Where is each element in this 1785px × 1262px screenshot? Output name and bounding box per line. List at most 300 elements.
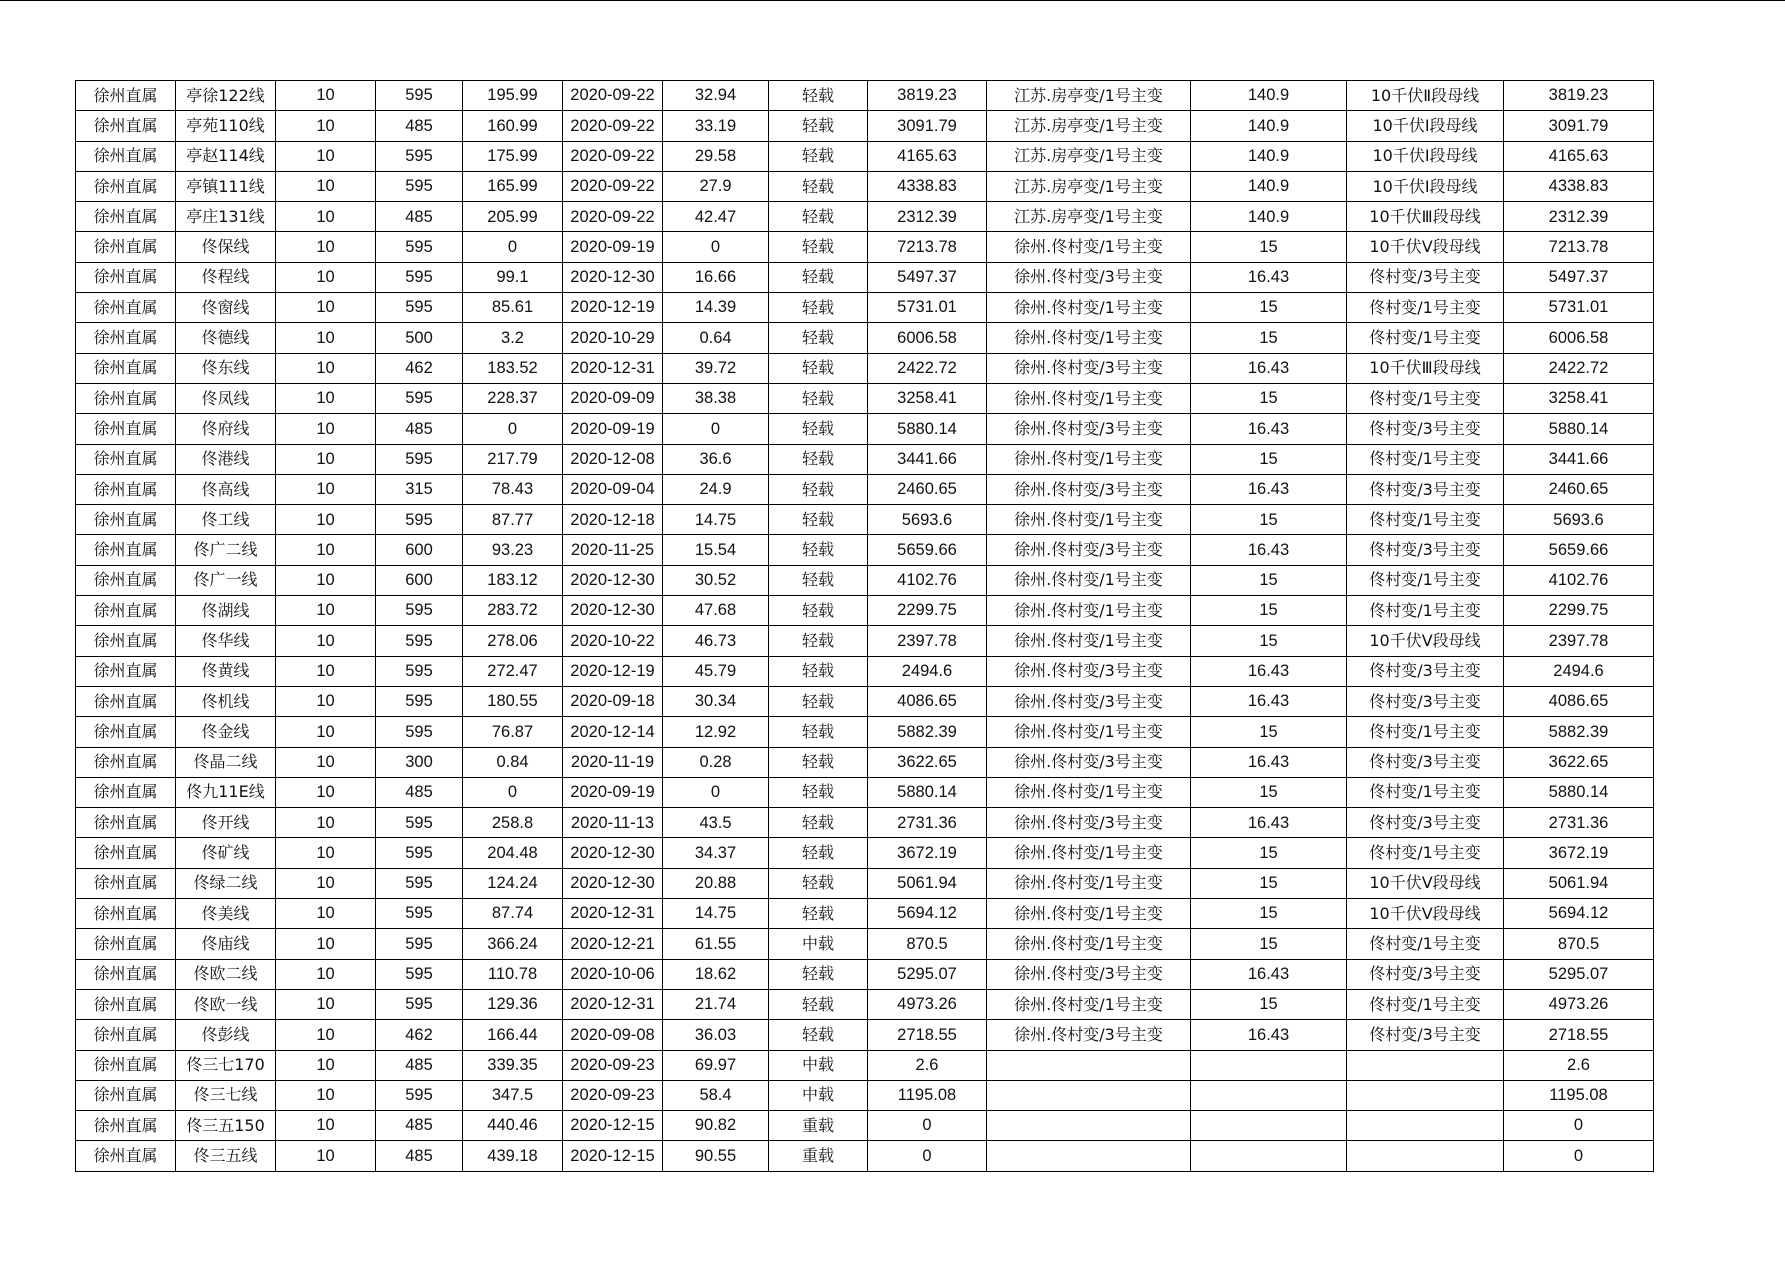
- cell-date: 2020-12-31: [563, 989, 663, 1019]
- cell-date: 2020-12-30: [563, 565, 663, 595]
- table-row: [76, 1080, 1654, 1110]
- cell-voltage: 10: [276, 626, 376, 656]
- cell-current: 129.36: [463, 989, 563, 1019]
- cell-date: 2020-09-23: [563, 1050, 663, 1080]
- cell-date: 2020-09-22: [563, 81, 663, 111]
- cell-margin: 3672.19: [868, 838, 987, 868]
- cell-rating: 595: [376, 989, 463, 1019]
- cell-transformer_value: 15: [1191, 444, 1347, 474]
- cell-status: 轻载: [769, 777, 868, 807]
- cell-voltage: 10: [276, 262, 376, 292]
- cell-busbar: 佟村变/3号主变: [1347, 808, 1504, 838]
- cell-voltage: 10: [276, 565, 376, 595]
- cell-date: 2020-12-31: [563, 899, 663, 929]
- cell-transformer: [987, 1080, 1191, 1110]
- cell-transformer: 徐州.佟村变/1号主变: [987, 293, 1191, 323]
- cell-date: 2020-09-23: [563, 1080, 663, 1110]
- cell-status: 轻载: [769, 81, 868, 111]
- cell-margin: 3441.66: [868, 444, 987, 474]
- cell-busbar: 10千伏Ⅱ段母线: [1347, 81, 1504, 111]
- cell-rating: 595: [376, 686, 463, 716]
- cell-capacity: 5295.07: [1504, 959, 1654, 989]
- cell-margin: 5880.14: [868, 414, 987, 444]
- cell-voltage: 10: [276, 141, 376, 171]
- cell-load_rate: 43.5: [663, 808, 769, 838]
- cell-date: 2020-12-21: [563, 929, 663, 959]
- cell-date: 2020-09-19: [563, 777, 663, 807]
- cell-date: 2020-12-08: [563, 444, 663, 474]
- table-row: [76, 959, 1654, 989]
- cell-line: 亭镇111线: [176, 171, 276, 201]
- cell-date: 2020-09-08: [563, 1020, 663, 1050]
- table-row: [76, 202, 1654, 232]
- table-row: [76, 232, 1654, 262]
- table-row: [76, 989, 1654, 1019]
- cell-unit: 徐州直属: [76, 202, 176, 232]
- cell-load_rate: 14.75: [663, 899, 769, 929]
- cell-transformer_value: 15: [1191, 383, 1347, 413]
- cell-unit: 徐州直属: [76, 171, 176, 201]
- cell-current: 175.99: [463, 141, 563, 171]
- cell-transformer: 徐州.佟村变/3号主变: [987, 747, 1191, 777]
- cell-capacity: 0: [1504, 1111, 1654, 1141]
- cell-date: 2020-10-22: [563, 626, 663, 656]
- cell-transformer: [987, 1141, 1191, 1171]
- cell-current: 165.99: [463, 171, 563, 201]
- cell-status: 轻载: [769, 686, 868, 716]
- cell-unit: 徐州直属: [76, 1080, 176, 1110]
- cell-line: 佟华线: [176, 626, 276, 656]
- cell-voltage: 10: [276, 202, 376, 232]
- cell-line: 佟三七170: [176, 1050, 276, 1080]
- cell-transformer: 江苏.房亭变/1号主变: [987, 81, 1191, 111]
- cell-load_rate: 69.97: [663, 1050, 769, 1080]
- cell-load_rate: 21.74: [663, 989, 769, 1019]
- cell-line: 佟三五线: [176, 1141, 276, 1171]
- cell-rating: 485: [376, 1050, 463, 1080]
- cell-capacity: 5880.14: [1504, 414, 1654, 444]
- cell-status: 轻载: [769, 535, 868, 565]
- cell-current: 0: [463, 232, 563, 262]
- cell-transformer_value: [1191, 1141, 1347, 1171]
- cell-line: 佟绿二线: [176, 868, 276, 898]
- cell-status: 轻载: [769, 444, 868, 474]
- feeder-load-table: [75, 80, 1654, 1172]
- cell-margin: 2.6: [868, 1050, 987, 1080]
- cell-voltage: 10: [276, 899, 376, 929]
- cell-voltage: 10: [276, 232, 376, 262]
- cell-voltage: 10: [276, 353, 376, 383]
- cell-unit: 徐州直属: [76, 444, 176, 474]
- cell-transformer: 徐州.佟村变/3号主变: [987, 686, 1191, 716]
- cell-busbar: 佟村变/1号主变: [1347, 838, 1504, 868]
- cell-unit: 徐州直属: [76, 232, 176, 262]
- cell-line: 佟三五150: [176, 1111, 276, 1141]
- cell-rating: 462: [376, 353, 463, 383]
- cell-busbar: 佟村变/3号主变: [1347, 686, 1504, 716]
- cell-margin: 3258.41: [868, 383, 987, 413]
- cell-margin: 6006.58: [868, 323, 987, 353]
- cell-rating: 595: [376, 171, 463, 201]
- cell-status: 轻载: [769, 111, 868, 141]
- cell-transformer_value: [1191, 1080, 1347, 1110]
- cell-current: 110.78: [463, 959, 563, 989]
- cell-voltage: 10: [276, 838, 376, 868]
- cell-status: 轻载: [769, 989, 868, 1019]
- cell-transformer_value: 140.9: [1191, 111, 1347, 141]
- cell-rating: 595: [376, 141, 463, 171]
- cell-unit: 徐州直属: [76, 565, 176, 595]
- cell-unit: 徐州直属: [76, 323, 176, 353]
- cell-capacity: 5693.6: [1504, 505, 1654, 535]
- cell-load_rate: 38.38: [663, 383, 769, 413]
- cell-load_rate: 61.55: [663, 929, 769, 959]
- cell-line: 佟机线: [176, 686, 276, 716]
- cell-margin: 4338.83: [868, 171, 987, 201]
- cell-transformer: 徐州.佟村变/1号主变: [987, 626, 1191, 656]
- cell-status: 轻载: [769, 717, 868, 747]
- table-row: [76, 383, 1654, 413]
- cell-status: 重载: [769, 1111, 868, 1141]
- cell-busbar: 佟村变/3号主变: [1347, 959, 1504, 989]
- table-row: [76, 323, 1654, 353]
- cell-busbar: 佟村变/1号主变: [1347, 505, 1504, 535]
- cell-current: 440.46: [463, 1111, 563, 1141]
- table-row: [76, 1050, 1654, 1080]
- cell-busbar: 10千伏Ⅲ段母线: [1347, 353, 1504, 383]
- cell-capacity: 5731.01: [1504, 293, 1654, 323]
- cell-load_rate: 36.03: [663, 1020, 769, 1050]
- cell-transformer_value: 16.43: [1191, 959, 1347, 989]
- cell-status: 中载: [769, 1080, 868, 1110]
- cell-margin: 5880.14: [868, 777, 987, 807]
- cell-margin: 2494.6: [868, 656, 987, 686]
- cell-load_rate: 32.94: [663, 81, 769, 111]
- cell-unit: 徐州直属: [76, 1050, 176, 1080]
- cell-unit: 徐州直属: [76, 656, 176, 686]
- cell-line: 佟工线: [176, 505, 276, 535]
- cell-margin: 4165.63: [868, 141, 987, 171]
- cell-voltage: 10: [276, 686, 376, 716]
- cell-voltage: 10: [276, 323, 376, 353]
- cell-unit: 徐州直属: [76, 505, 176, 535]
- cell-current: 183.12: [463, 565, 563, 595]
- cell-capacity: 5880.14: [1504, 777, 1654, 807]
- cell-capacity: 1195.08: [1504, 1080, 1654, 1110]
- cell-unit: 徐州直属: [76, 1141, 176, 1171]
- cell-capacity: 3258.41: [1504, 383, 1654, 413]
- cell-capacity: 6006.58: [1504, 323, 1654, 353]
- cell-status: 轻载: [769, 565, 868, 595]
- cell-rating: 485: [376, 111, 463, 141]
- cell-line: 佟程线: [176, 262, 276, 292]
- cell-load_rate: 45.79: [663, 656, 769, 686]
- table-row: [76, 81, 1654, 111]
- cell-transformer: 徐州.佟村变/1号主变: [987, 565, 1191, 595]
- cell-current: 278.06: [463, 626, 563, 656]
- cell-line: 佟府线: [176, 414, 276, 444]
- cell-transformer_value: 15: [1191, 232, 1347, 262]
- table-row: [76, 626, 1654, 656]
- cell-transformer: 江苏.房亭变/1号主变: [987, 171, 1191, 201]
- cell-current: 3.2: [463, 323, 563, 353]
- cell-date: 2020-12-31: [563, 353, 663, 383]
- cell-transformer_value: 15: [1191, 293, 1347, 323]
- cell-transformer: 徐州.佟村变/3号主变: [987, 959, 1191, 989]
- cell-unit: 徐州直属: [76, 989, 176, 1019]
- cell-date: 2020-09-22: [563, 171, 663, 201]
- cell-capacity: 2718.55: [1504, 1020, 1654, 1050]
- table-row: [76, 838, 1654, 868]
- cell-capacity: 5061.94: [1504, 868, 1654, 898]
- cell-current: 439.18: [463, 1141, 563, 1171]
- cell-transformer_value: 15: [1191, 989, 1347, 1019]
- cell-busbar: 佟村变/3号主变: [1347, 474, 1504, 504]
- cell-voltage: 10: [276, 293, 376, 323]
- cell-transformer_value: 15: [1191, 626, 1347, 656]
- cell-line: 佟金线: [176, 717, 276, 747]
- cell-voltage: 10: [276, 1141, 376, 1171]
- cell-line: 佟窗线: [176, 293, 276, 323]
- cell-rating: 595: [376, 838, 463, 868]
- cell-current: 204.48: [463, 838, 563, 868]
- cell-line: 亭赵114线: [176, 141, 276, 171]
- cell-rating: 600: [376, 535, 463, 565]
- cell-load_rate: 27.9: [663, 171, 769, 201]
- cell-unit: 徐州直属: [76, 262, 176, 292]
- cell-date: 2020-09-18: [563, 686, 663, 716]
- cell-status: 轻载: [769, 383, 868, 413]
- cell-date: 2020-12-30: [563, 596, 663, 626]
- cell-margin: 3819.23: [868, 81, 987, 111]
- cell-load_rate: 20.88: [663, 868, 769, 898]
- cell-unit: 徐州直属: [76, 474, 176, 504]
- cell-load_rate: 18.62: [663, 959, 769, 989]
- cell-unit: 徐州直属: [76, 293, 176, 323]
- cell-unit: 徐州直属: [76, 111, 176, 141]
- cell-transformer_value: 140.9: [1191, 202, 1347, 232]
- cell-status: 轻载: [769, 171, 868, 201]
- cell-transformer: 江苏.房亭变/1号主变: [987, 141, 1191, 171]
- cell-voltage: 10: [276, 444, 376, 474]
- cell-current: 228.37: [463, 383, 563, 413]
- cell-margin: 5731.01: [868, 293, 987, 323]
- cell-status: 轻载: [769, 899, 868, 929]
- cell-date: 2020-11-25: [563, 535, 663, 565]
- cell-transformer_value: 15: [1191, 505, 1347, 535]
- cell-load_rate: 14.39: [663, 293, 769, 323]
- cell-transformer: 徐州.佟村变/1号主变: [987, 444, 1191, 474]
- cell-unit: 徐州直属: [76, 414, 176, 444]
- table-row: [76, 747, 1654, 777]
- cell-capacity: 2494.6: [1504, 656, 1654, 686]
- cell-load_rate: 14.75: [663, 505, 769, 535]
- cell-voltage: 10: [276, 989, 376, 1019]
- table-row: [76, 505, 1654, 535]
- cell-capacity: 4973.26: [1504, 989, 1654, 1019]
- cell-current: 183.52: [463, 353, 563, 383]
- cell-status: 轻载: [769, 141, 868, 171]
- cell-line: 佟九11E线: [176, 777, 276, 807]
- cell-unit: 徐州直属: [76, 929, 176, 959]
- cell-current: 78.43: [463, 474, 563, 504]
- cell-capacity: 7213.78: [1504, 232, 1654, 262]
- cell-load_rate: 34.37: [663, 838, 769, 868]
- table-row: [76, 777, 1654, 807]
- cell-unit: 徐州直属: [76, 838, 176, 868]
- cell-status: 轻载: [769, 626, 868, 656]
- cell-rating: 595: [376, 262, 463, 292]
- cell-busbar: 佟村变/1号主变: [1347, 323, 1504, 353]
- cell-voltage: 10: [276, 1020, 376, 1050]
- cell-voltage: 10: [276, 868, 376, 898]
- cell-rating: 595: [376, 959, 463, 989]
- cell-rating: 462: [376, 1020, 463, 1050]
- cell-capacity: 3091.79: [1504, 111, 1654, 141]
- cell-unit: 徐州直属: [76, 141, 176, 171]
- table-row: [76, 929, 1654, 959]
- cell-status: 轻载: [769, 353, 868, 383]
- cell-busbar: 佟村变/1号主变: [1347, 777, 1504, 807]
- cell-busbar: 佟村变/3号主变: [1347, 414, 1504, 444]
- cell-rating: 300: [376, 747, 463, 777]
- cell-rating: 595: [376, 626, 463, 656]
- cell-load_rate: 0.64: [663, 323, 769, 353]
- cell-margin: 2397.78: [868, 626, 987, 656]
- table-row: [76, 1020, 1654, 1050]
- cell-transformer: 徐州.佟村变/1号主变: [987, 717, 1191, 747]
- cell-capacity: 4338.83: [1504, 171, 1654, 201]
- cell-line: 佟保线: [176, 232, 276, 262]
- cell-margin: 5693.6: [868, 505, 987, 535]
- cell-line: 亭庄131线: [176, 202, 276, 232]
- cell-current: 205.99: [463, 202, 563, 232]
- cell-rating: 600: [376, 565, 463, 595]
- cell-capacity: 4165.63: [1504, 141, 1654, 171]
- cell-status: 轻载: [769, 414, 868, 444]
- cell-transformer: 徐州.佟村变/1号主变: [987, 232, 1191, 262]
- cell-transformer_value: 16.43: [1191, 747, 1347, 777]
- cell-busbar: 10千伏Ⅰ段母线: [1347, 111, 1504, 141]
- cell-capacity: 3441.66: [1504, 444, 1654, 474]
- cell-margin: 1195.08: [868, 1080, 987, 1110]
- cell-transformer: 徐州.佟村变/1号主变: [987, 899, 1191, 929]
- cell-transformer_value: 15: [1191, 838, 1347, 868]
- cell-date: 2020-12-19: [563, 656, 663, 686]
- cell-unit: 徐州直属: [76, 1020, 176, 1050]
- cell-capacity: 2422.72: [1504, 353, 1654, 383]
- cell-transformer: 徐州.佟村变/1号主变: [987, 929, 1191, 959]
- cell-margin: 2718.55: [868, 1020, 987, 1050]
- cell-date: 2020-09-19: [563, 414, 663, 444]
- cell-current: 85.61: [463, 293, 563, 323]
- cell-margin: 3091.79: [868, 111, 987, 141]
- cell-load_rate: 0.28: [663, 747, 769, 777]
- cell-line: 佟美线: [176, 899, 276, 929]
- cell-busbar: 佟村变/1号主变: [1347, 929, 1504, 959]
- cell-line: 佟广二线: [176, 535, 276, 565]
- cell-transformer_value: 16.43: [1191, 262, 1347, 292]
- cell-load_rate: 0: [663, 414, 769, 444]
- cell-busbar: 佟村变/3号主变: [1347, 656, 1504, 686]
- cell-margin: 5882.39: [868, 717, 987, 747]
- cell-line: 佟东线: [176, 353, 276, 383]
- table-row: [76, 565, 1654, 595]
- cell-voltage: 10: [276, 929, 376, 959]
- cell-transformer: 江苏.房亭变/1号主变: [987, 111, 1191, 141]
- cell-margin: 5295.07: [868, 959, 987, 989]
- cell-margin: 5497.37: [868, 262, 987, 292]
- cell-rating: 485: [376, 1141, 463, 1171]
- cell-load_rate: 16.66: [663, 262, 769, 292]
- cell-voltage: 10: [276, 414, 376, 444]
- cell-unit: 徐州直属: [76, 626, 176, 656]
- cell-load_rate: 15.54: [663, 535, 769, 565]
- cell-status: 轻载: [769, 596, 868, 626]
- cell-status: 轻载: [769, 262, 868, 292]
- table-row: [76, 262, 1654, 292]
- cell-margin: 870.5: [868, 929, 987, 959]
- cell-margin: 4973.26: [868, 989, 987, 1019]
- cell-status: 轻载: [769, 838, 868, 868]
- cell-capacity: 2312.39: [1504, 202, 1654, 232]
- table-row: [76, 535, 1654, 565]
- cell-busbar: 10千伏Ⅴ段母线: [1347, 232, 1504, 262]
- cell-unit: 徐州直属: [76, 777, 176, 807]
- cell-status: 轻载: [769, 202, 868, 232]
- cell-status: 轻载: [769, 868, 868, 898]
- cell-rating: 595: [376, 717, 463, 747]
- cell-transformer: 徐州.佟村变/1号主变: [987, 383, 1191, 413]
- cell-unit: 徐州直属: [76, 717, 176, 747]
- cell-transformer_value: 15: [1191, 323, 1347, 353]
- cell-voltage: 10: [276, 383, 376, 413]
- cell-current: 0: [463, 414, 563, 444]
- cell-date: 2020-10-06: [563, 959, 663, 989]
- cell-rating: 485: [376, 414, 463, 444]
- cell-transformer: 徐州.佟村变/3号主变: [987, 262, 1191, 292]
- cell-load_rate: 90.55: [663, 1141, 769, 1171]
- cell-voltage: 10: [276, 1050, 376, 1080]
- cell-unit: 徐州直属: [76, 868, 176, 898]
- cell-transformer_value: 16.43: [1191, 686, 1347, 716]
- cell-line: 佟庙线: [176, 929, 276, 959]
- table-row: [76, 686, 1654, 716]
- cell-transformer_value: 16.43: [1191, 1020, 1347, 1050]
- cell-line: 佟晶二线: [176, 747, 276, 777]
- cell-date: 2020-12-15: [563, 1141, 663, 1171]
- cell-load_rate: 12.92: [663, 717, 769, 747]
- cell-capacity: 5882.39: [1504, 717, 1654, 747]
- cell-capacity: 2.6: [1504, 1050, 1654, 1080]
- cell-current: 160.99: [463, 111, 563, 141]
- cell-rating: 315: [376, 474, 463, 504]
- cell-line: 佟港线: [176, 444, 276, 474]
- cell-load_rate: 46.73: [663, 626, 769, 656]
- cell-transformer: 徐州.佟村变/3号主变: [987, 414, 1191, 444]
- table-row: [76, 171, 1654, 201]
- cell-current: 347.5: [463, 1080, 563, 1110]
- cell-current: 258.8: [463, 808, 563, 838]
- cell-rating: 595: [376, 808, 463, 838]
- table-row: [76, 596, 1654, 626]
- cell-voltage: 10: [276, 808, 376, 838]
- cell-rating: 595: [376, 868, 463, 898]
- cell-busbar: 佟村变/3号主变: [1347, 1020, 1504, 1050]
- cell-date: 2020-09-09: [563, 383, 663, 413]
- cell-status: 轻载: [769, 808, 868, 838]
- cell-line: 佟开线: [176, 808, 276, 838]
